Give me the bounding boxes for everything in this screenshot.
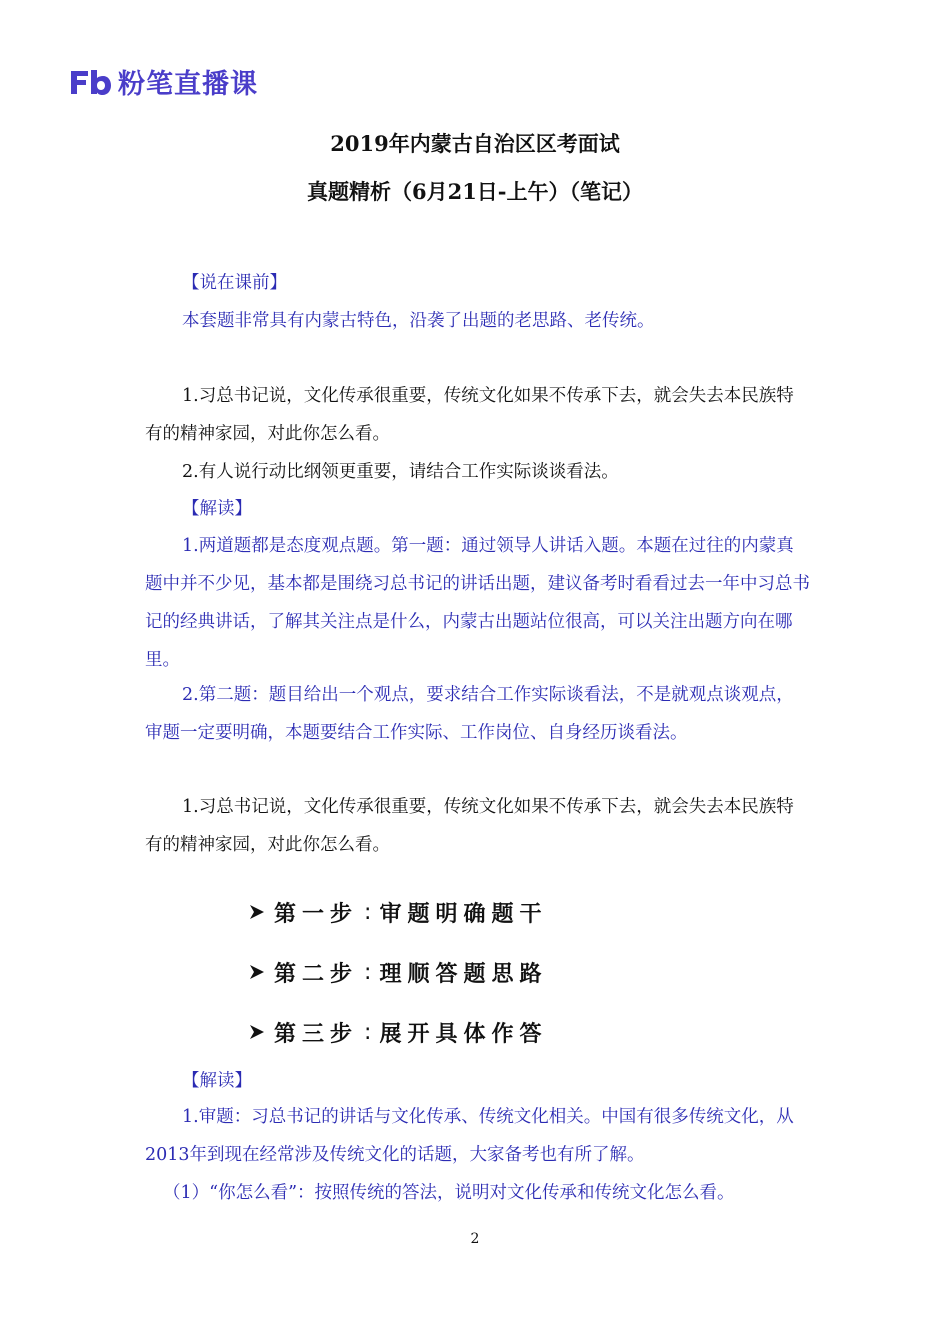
step-text: 展开具体作答 <box>379 1021 548 1047</box>
arrowhead-icon <box>248 1023 266 1041</box>
header-logo <box>68 62 258 101</box>
step-text: 理顺答题思路 <box>379 961 548 987</box>
step-separator: : <box>364 899 374 925</box>
intro-heading: 【说在课前】 <box>182 273 287 293</box>
reading-2-paragraph-2: （1）“你怎么看”：按照传统的答法，说明对文化传承和传统文化怎么看。 <box>163 1183 735 1203</box>
step-item <box>248 1002 668 1062</box>
document-title-line2: 真题精析（6月21日-上午）（笔记） <box>306 179 644 204</box>
step-label: 第三步 <box>274 1021 359 1047</box>
reading-1-paragraph-2: 2.第二题：题目给出一个观点，要求结合工作实际谈看法，不是就观点谈观点，审题一定要明确，本题要结合工作实际、工作岗位、自身经历谈看法。 <box>145 685 794 743</box>
reading-2-paragraph-1: 1.审题：习总书记的讲话与文化传承、传统文化相关。中国有很多传统文化，从2013年到现在经常涉及传统文化的话题，大家备考也有所了解。 <box>145 1107 794 1165</box>
step-label: 第二步 <box>274 961 359 987</box>
step-item <box>248 882 668 942</box>
fb-logo-icon <box>68 67 114 97</box>
step-text: 审题明确题干 <box>379 901 548 927</box>
steps-list <box>248 882 668 1062</box>
step-label: 第一步 <box>274 901 359 927</box>
reading-1-paragraph-1: 1.两道题都是态度观点题。第一题：通过领导人讲话入题。本题在过往的内蒙真题中并不少见，基本都是围绕习总书记的讲话出题，建议备考时看看过去一年中习总书记的经典讲话，了解其关注点是什么，内蒙古出题站位很高，可以关注出题方向在哪里。 <box>145 536 810 670</box>
step-item <box>248 942 668 1002</box>
question-1-repeat: 1.习总书记说，文化传承很重要，传统文化如果不传承下去，就会失去本民族特有的精神家园，对此你怎么看。 <box>145 797 794 855</box>
reading-heading-1: 【解读】 <box>182 499 252 519</box>
logo-text: 粉笔直播课 <box>118 69 258 100</box>
step-separator: : <box>364 959 374 985</box>
intro-text: 本套题非常具有内蒙古特色，沿袭了出题的老思路、老传统。 <box>182 311 655 331</box>
arrowhead-icon <box>248 903 266 921</box>
question-1: 1.习总书记说，文化传承很重要，传统文化如果不传承下去，就会失去本民族特有的精神家园，对此你怎么看。 <box>145 386 794 444</box>
step-separator: : <box>364 1019 374 1045</box>
document-title-line1: 2019年内蒙古自治区区考面试 <box>330 131 620 156</box>
reading-heading-2: 【解读】 <box>182 1071 252 1091</box>
page-number: 2 <box>470 1231 480 1247</box>
arrowhead-icon <box>248 963 266 981</box>
question-2: 2.有人说行动比纲领更重要，请结合工作实际谈谈看法。 <box>182 462 619 482</box>
